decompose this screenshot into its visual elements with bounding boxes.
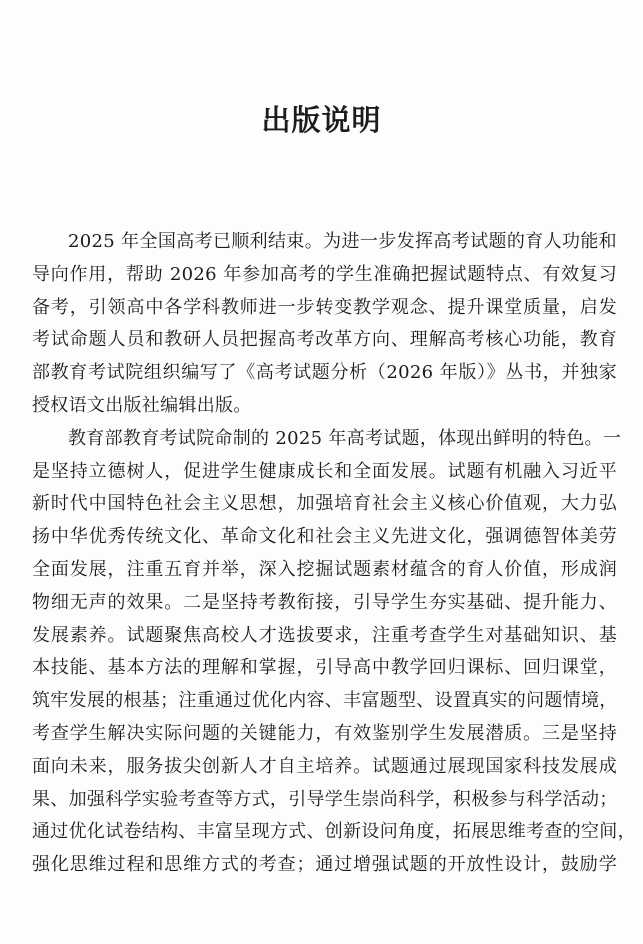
text-line: 新时代中国特色社会主义思想，加强培育社会主义核心价值观，大力弘 [32, 493, 617, 515]
text-line: 本技能、基本方法的理解和掌握，引导高中教学回归课标、回归课堂， [32, 657, 617, 679]
text-line: 筑牢发展的根基；注重通过优化内容、丰富题型、设置真实的问题情境， [32, 690, 618, 712]
text-line: 考试命题人员和教研人员把握高考改革方向、理解高考核心功能，教育 [32, 329, 617, 351]
text-line: 考查学生解决实际问题的关键能力，有效鉴别学生发展潜质。三是坚持 [32, 722, 617, 744]
text-line: 面向未来，服务拔尖创新人才自主培养。试题通过展现国家科技发展成 [32, 755, 617, 777]
text-line: 强化思维过程和思维方式的考查；通过增强试题的开放性设计，鼓励学 [32, 854, 617, 876]
text-line: 2025 年全国高考已顺利结束。为进一步发挥高考试题的育人功能和 [68, 231, 617, 252]
text-line: 教育部教育考试院命制的 2025 年高考试题，体现出鲜明的特色。一 [68, 427, 622, 449]
text-line: 果、加强科学实验考查等方式，引导学生崇尚科学，积极参与科学活动； [32, 788, 618, 810]
text-line: 全面发展，注重五育并举，深入挖掘试题素材蕴含的育人价值，形成润 [32, 558, 617, 580]
text-line: 部教育考试院组织编写了《高考试题分析（2026 年版）》丛书，并独家 [32, 362, 617, 384]
text-line: 通过优化试卷结构、丰富呈现方式、创新设问角度，拓展思维考查的空间， [32, 821, 636, 843]
text-line: 导向作用，帮助 2026 年参加高考的学生准确把握试题特点、有效复习 [32, 263, 617, 285]
text-line: 是坚持立德树人，促进学生健康成长和全面发展。试题有机融入习近平 [32, 460, 617, 482]
text-line: 备考，引领高中各学科教师进一步转变教学观念、提升课堂质量，启发 [32, 296, 617, 318]
text-line: 物细无声的效果。二是坚持考教衔接，引导学生夯实基础、提升能力、 [32, 591, 617, 613]
page-title: 出版说明 [261, 103, 382, 137]
text-line: 发展素养。试题聚焦高校人才选拔要求，注重考查学生对基础知识、基 [32, 624, 617, 646]
body-text [32, 226, 636, 882]
text-line: 扬中华优秀传统文化、革命文化和社会主义先进文化，强调德智体美劳 [32, 526, 617, 548]
text-line: 授权语文出版社编辑出版。 [32, 394, 252, 416]
